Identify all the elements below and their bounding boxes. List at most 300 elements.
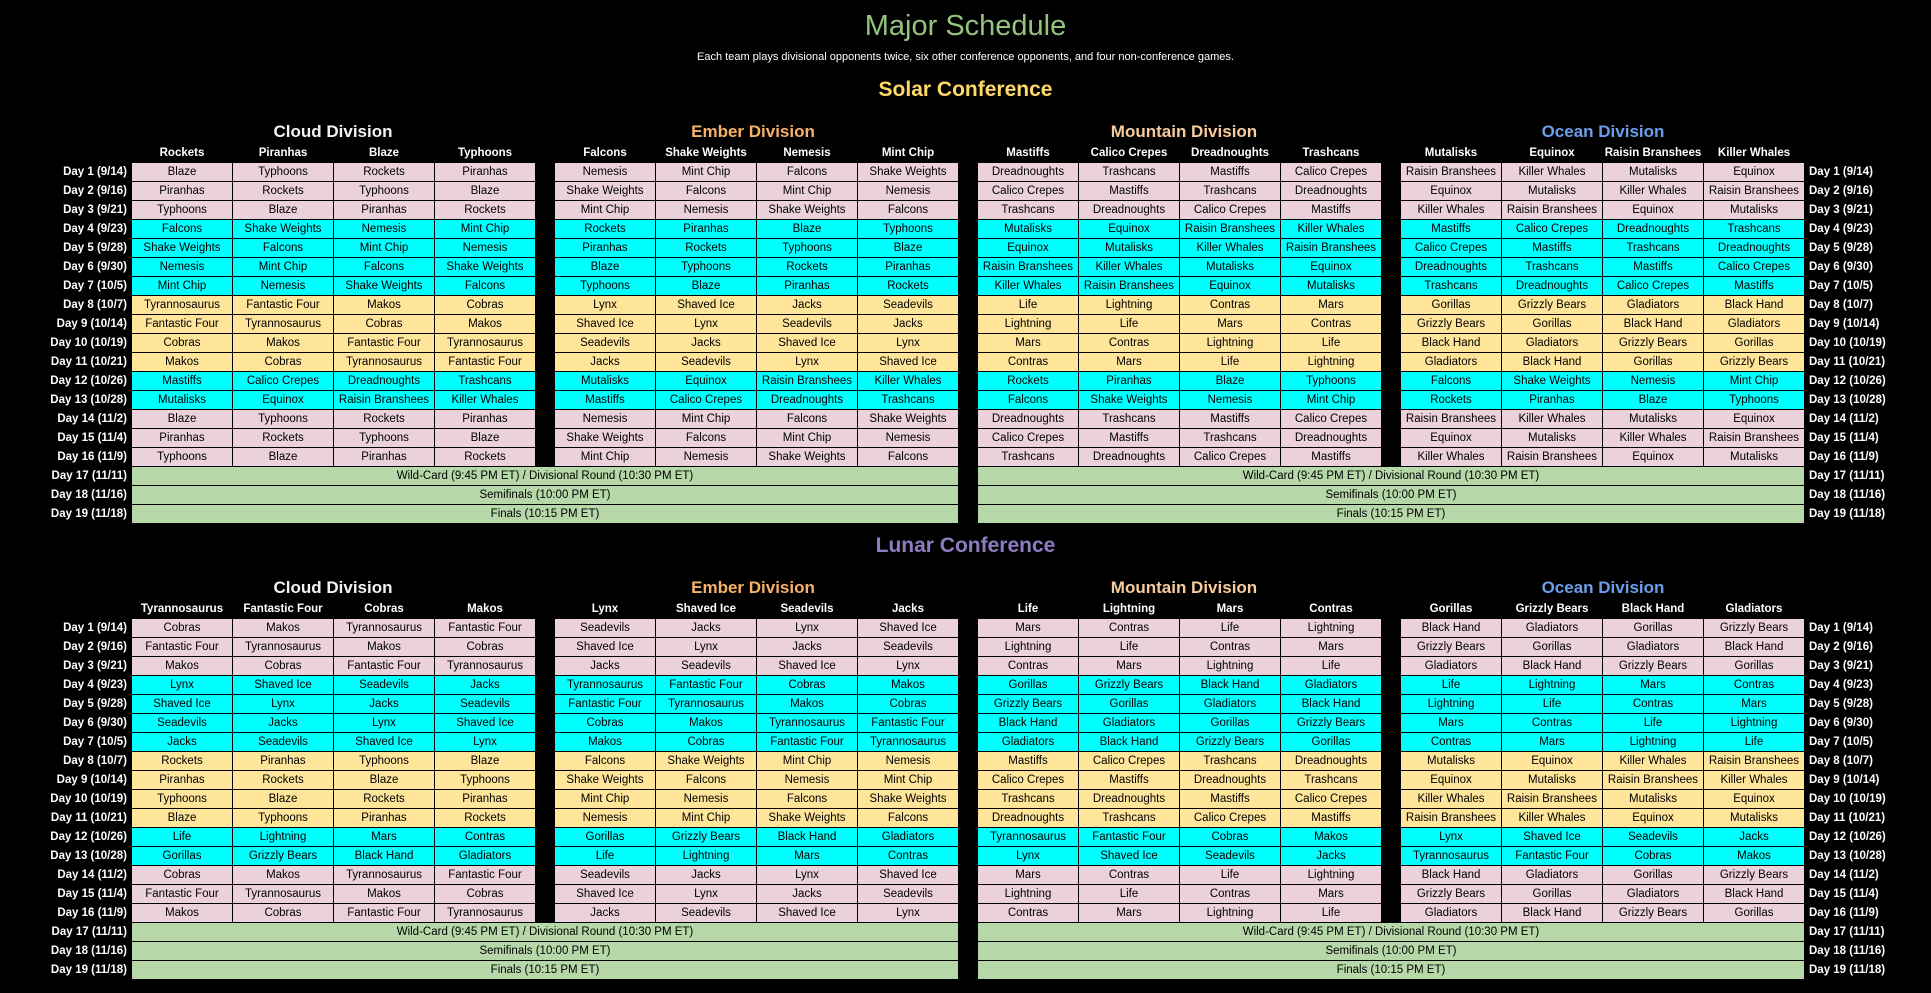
game-cell: Mastiffs [1281,201,1382,220]
day-label: Day 7 (10/5) [31,733,132,752]
game-cell: Black Hand [1502,353,1603,372]
spacer [1382,847,1401,866]
game-cell: Tyrannosaurus [233,885,334,904]
game-cell: Trashcans [435,372,536,391]
game-cell: Killer Whales [1401,201,1502,220]
game-cell: Blaze [555,258,656,277]
table-row [31,904,1906,923]
game-cell: Equinox [1704,410,1805,429]
game-cell: Lynx [233,695,334,714]
game-cell: Makos [132,657,233,676]
table-row [31,809,1906,828]
game-cell: Grizzly Bears [1603,657,1704,676]
game-cell: Shaved Ice [656,296,757,315]
game-cell: Jacks [757,885,858,904]
table-row [31,258,1906,277]
game-cell: Shaved Ice [555,315,656,334]
game-cell: Cobras [233,353,334,372]
game-cell: Killer Whales [1603,752,1704,771]
spacer [959,676,978,695]
game-cell: Mint Chip [757,752,858,771]
table-row [31,163,1906,182]
game-cell: Mars [1079,904,1180,923]
spacer [536,315,555,334]
game-cell: Lynx [555,296,656,315]
game-cell: Blaze [757,220,858,239]
game-cell: Mutalisks [1704,809,1805,828]
game-cell: Equinox [978,239,1079,258]
team-header: Contras [1281,600,1382,619]
game-cell: Blaze [656,277,757,296]
spacer [536,847,555,866]
game-cell: Blaze [334,771,435,790]
game-cell: Gorillas [1079,695,1180,714]
game-cell: Contras [1180,885,1281,904]
game-cell: Makos [132,904,233,923]
game-cell: Trashcans [1180,752,1281,771]
game-cell: Lightning [978,638,1079,657]
spacer [959,752,978,771]
game-cell: Black Hand [757,828,858,847]
game-cell: Life [1603,714,1704,733]
table-row [31,885,1906,904]
spacer [959,467,978,486]
team-header: Grizzly Bears [1502,600,1603,619]
team-header: Killer Whales [1704,144,1805,163]
day-label: Day 3 (9/21) [31,657,132,676]
game-cell: Typhoons [233,809,334,828]
game-cell: Falcons [132,220,233,239]
spacer [536,429,555,448]
game-cell: Dreadnoughts [1079,790,1180,809]
game-cell: Blaze [132,410,233,429]
legend-item: In Division [1806,84,1907,103]
day-label: Day 13 (10/28) [1805,391,1906,410]
spacer [1382,828,1401,847]
game-cell: Fantastic Four [656,676,757,695]
spacer [536,334,555,353]
game-cell: Makos [334,885,435,904]
game-cell: Black Hand [978,714,1079,733]
day-label: Day 5 (9/28) [31,695,132,714]
game-cell: Dreadnoughts [1603,220,1704,239]
team-header: Mars [1180,600,1281,619]
day-label: Day 5 (9/28) [1805,695,1906,714]
day-label: Day 18 (11/16) [31,942,132,961]
day-label: Day 17 (11/11) [31,923,132,942]
game-cell: Life [1079,315,1180,334]
game-cell: Fantastic Four [757,733,858,752]
game-cell: Calico Crepes [978,771,1079,790]
game-cell: Equinox [1180,277,1281,296]
spacer [1382,334,1401,353]
game-cell: Shaved Ice [1079,847,1180,866]
game-cell: Tyrannosaurus [334,353,435,372]
spacer [959,809,978,828]
game-cell: Trashcans [1603,239,1704,258]
table-row [31,220,1906,239]
game-cell: Trashcans [858,391,959,410]
game-cell: Gladiators [858,828,959,847]
game-cell: Shake Weights [858,410,959,429]
table-row [31,391,1906,410]
table-row [31,334,1906,353]
game-cell: Mars [1281,296,1382,315]
game-cell: Gorillas [555,828,656,847]
game-cell: Mint Chip [757,182,858,201]
game-cell: Shake Weights [757,809,858,828]
spacer [1382,790,1401,809]
game-cell: Falcons [757,790,858,809]
spacer [959,923,978,942]
game-cell: Tyrannosaurus [435,657,536,676]
game-cell: Killer Whales [978,277,1079,296]
game-cell: Killer Whales [1502,163,1603,182]
game-cell: Mint Chip [656,163,757,182]
game-cell: Makos [233,334,334,353]
division-name: Ocean Division [1541,578,1665,597]
game-cell: Fantastic Four [334,657,435,676]
game-cell: Fantastic Four [435,619,536,638]
game-cell: Gladiators [1603,885,1704,904]
game-cell: Dreadnoughts [1502,277,1603,296]
table-row [31,372,1906,391]
game-cell: Cobras [555,714,656,733]
game-cell: Tyrannosaurus [233,638,334,657]
day-label: Day 6 (9/30) [31,258,132,277]
game-cell: Piranhas [435,790,536,809]
game-cell: Lynx [858,657,959,676]
game-cell: Jacks [555,904,656,923]
game-cell: Shake Weights [858,790,959,809]
game-cell: Typhoons [1281,372,1382,391]
table-row [31,201,1906,220]
game-cell: Raisin Branshees [1401,809,1502,828]
game-cell: Lightning [233,828,334,847]
day-label: Day 16 (11/9) [1805,448,1906,467]
game-cell: Trashcans [1704,220,1805,239]
table-row [31,771,1906,790]
game-cell: Shaved Ice [858,619,959,638]
spacer [959,296,978,315]
game-cell: Piranhas [1079,372,1180,391]
spacer [959,277,978,296]
day-label: Day 9 (10/14) [1805,771,1906,790]
game-cell: Typhoons [435,771,536,790]
game-cell: Blaze [435,182,536,201]
game-cell: Mastiffs [1079,429,1180,448]
spacer [1382,258,1401,277]
game-cell: Shaved Ice [334,733,435,752]
game-cell: Gorillas [1180,714,1281,733]
game-cell: Trashcans [1079,163,1180,182]
game-cell: Rockets [435,448,536,467]
game-cell: Life [1281,657,1382,676]
game-cell: Contras [978,353,1079,372]
day-label: Day 11 (10/21) [1805,353,1906,372]
corner-cell [1805,144,1906,163]
day-label: Day 6 (9/30) [31,714,132,733]
team-header: Shake Weights [656,144,757,163]
game-cell: Mutalisks [555,372,656,391]
game-cell: Piranhas [1502,391,1603,410]
day-label: Day 15 (11/4) [1805,429,1906,448]
spacer [1382,353,1401,372]
game-cell: Nemesis [1603,372,1704,391]
game-cell: Falcons [656,182,757,201]
game-cell: Cobras [233,657,334,676]
team-header: Lynx [555,600,656,619]
game-cell: Tyrannosaurus [435,334,536,353]
game-cell: Mutalisks [1502,429,1603,448]
game-cell: Blaze [435,752,536,771]
day-label: Day 12 (10/26) [1805,828,1906,847]
game-cell: Dreadnoughts [978,410,1079,429]
spacer [536,391,555,410]
spacer [1382,448,1401,467]
spacer [959,429,978,448]
game-cell: Lightning [656,847,757,866]
game-cell: Equinox [1603,448,1704,467]
game-cell: Raisin Branshees [1603,771,1704,790]
game-cell: Mutalisks [1502,771,1603,790]
spacer [959,828,978,847]
spacer [959,201,978,220]
game-cell: Jacks [132,733,233,752]
game-cell: Contras [1079,866,1180,885]
game-cell: Grizzly Bears [1502,296,1603,315]
game-cell: Trashcans [1180,182,1281,201]
game-cell: Mint Chip [858,771,959,790]
game-cell: Tyrannosaurus [757,714,858,733]
game-cell: Typhoons [132,201,233,220]
game-cell: Calico Crepes [978,182,1079,201]
game-cell: Jacks [1704,828,1805,847]
team-header: Falcons [555,144,656,163]
game-cell: Equinox [1401,429,1502,448]
game-cell: Raisin Branshees [1502,448,1603,467]
game-cell: Shake Weights [132,239,233,258]
division-name: Cloud Division [273,578,393,597]
game-cell: Calico Crepes [1180,809,1281,828]
game-cell: Mint Chip [555,790,656,809]
team-header: Rockets [132,144,233,163]
game-cell: Cobras [858,695,959,714]
game-cell: Mars [757,847,858,866]
spacer [959,410,978,429]
game-cell: Killer Whales [1180,239,1281,258]
spacer [959,942,978,961]
game-cell: Grizzly Bears [1401,638,1502,657]
spacer [1382,619,1401,638]
game-cell: Jacks [435,676,536,695]
game-cell: Dreadnoughts [978,163,1079,182]
day-label: Day 3 (9/21) [1805,201,1906,220]
spacer [536,695,555,714]
game-cell: Black Hand [1704,296,1805,315]
game-cell: Calico Crepes [1281,163,1382,182]
spacer [959,353,978,372]
game-cell: Calico Crepes [1180,448,1281,467]
spacer [536,296,555,315]
game-cell: Life [1502,695,1603,714]
game-cell: Blaze [435,429,536,448]
team-header: Cobras [334,600,435,619]
game-cell: Dreadnoughts [757,391,858,410]
game-cell: Rockets [656,239,757,258]
spacer [1382,201,1401,220]
game-cell: Blaze [233,201,334,220]
spacer [1382,163,1401,182]
game-cell: Black Hand [1180,676,1281,695]
playoff-row [31,961,1906,980]
game-cell: Gorillas [1401,296,1502,315]
playoff-cell: Semifinals (10:00 PM ET) [132,942,959,961]
game-cell: Lynx [757,619,858,638]
game-cell: Fantastic Four [132,638,233,657]
game-cell: Black Hand [1401,619,1502,638]
spacer [1382,866,1401,885]
game-cell: Gladiators [1603,296,1704,315]
game-cell: Dreadnoughts [1704,239,1805,258]
playoff-cell: Finals (10:15 PM ET) [978,961,1805,980]
day-label: Day 4 (9/23) [31,676,132,695]
game-cell: Gladiators [1401,353,1502,372]
game-cell: Trashcans [1079,809,1180,828]
game-cell: Shaved Ice [757,904,858,923]
game-cell: Mutalisks [1603,410,1704,429]
game-cell: Trashcans [1502,258,1603,277]
day-label: Day 11 (10/21) [31,353,132,372]
spacer [1382,638,1401,657]
day-label: Day 15 (11/4) [31,429,132,448]
game-cell: Contras [435,828,536,847]
game-cell: Calico Crepes [978,429,1079,448]
game-cell: Equinox [1281,258,1382,277]
game-cell: Grizzly Bears [656,828,757,847]
day-label: Day 16 (11/9) [31,448,132,467]
spacer [536,828,555,847]
game-cell: Nemesis [656,448,757,467]
game-cell: Typhoons [757,239,858,258]
team-header: Tyrannosaurus [132,600,233,619]
game-cell: Black Hand [1603,315,1704,334]
game-cell: Gorillas [1704,334,1805,353]
day-label: Day 9 (10/14) [31,315,132,334]
day-label: Day 2 (9/16) [1805,638,1906,657]
game-cell: Seadevils [656,904,757,923]
day-label: Day 1 (9/14) [31,619,132,638]
spacer [536,885,555,904]
game-cell: Mars [1603,676,1704,695]
day-label: Day 2 (9/16) [1805,182,1906,201]
game-cell: Mastiffs [1180,410,1281,429]
game-cell: Black Hand [1401,334,1502,353]
game-cell: Grizzly Bears [1603,334,1704,353]
game-cell: Lynx [656,638,757,657]
game-cell: Piranhas [334,809,435,828]
table-row [31,296,1906,315]
game-cell: Lightning [1281,866,1382,885]
game-cell: Makos [555,733,656,752]
game-cell: Mint Chip [132,277,233,296]
game-cell: Seadevils [757,315,858,334]
day-label: Day 5 (9/28) [31,239,132,258]
game-cell: Lynx [132,676,233,695]
game-cell: Lightning [1281,353,1382,372]
game-cell: Falcons [858,201,959,220]
game-cell: Life [1704,733,1805,752]
schedule-table [30,143,1906,524]
game-cell: Gladiators [1603,638,1704,657]
game-cell: Nemesis [858,182,959,201]
game-cell: Cobras [334,315,435,334]
game-cell: Typhoons [233,163,334,182]
conference-title: Solar Conference [878,78,1053,101]
game-cell: Piranhas [334,448,435,467]
game-cell: Mint Chip [1281,391,1382,410]
game-cell: Tyrannosaurus [132,296,233,315]
game-cell: Typhoons [1704,391,1805,410]
game-cell: Mars [978,866,1079,885]
game-cell: Gladiators [1502,619,1603,638]
game-cell: Contras [978,904,1079,923]
game-cell: Calico Crepes [1401,239,1502,258]
game-cell: Mars [1079,657,1180,676]
spacer [959,771,978,790]
game-cell: Piranhas [132,771,233,790]
game-cell: Shake Weights [1079,391,1180,410]
game-cell: Shake Weights [233,220,334,239]
spacer [536,714,555,733]
game-cell: Black Hand [1502,657,1603,676]
game-cell: Jacks [1281,847,1382,866]
game-cell: Killer Whales [1281,220,1382,239]
table-row [31,315,1906,334]
game-cell: Nemesis [435,239,536,258]
game-cell: Raisin Branshees [1502,201,1603,220]
spacer [1382,239,1401,258]
game-cell: Contras [1079,334,1180,353]
day-label: Day 10 (10/19) [31,790,132,809]
game-cell: Mutalisks [1281,277,1382,296]
game-cell: Dreadnoughts [1079,201,1180,220]
game-cell: Piranhas [132,182,233,201]
playoff-cell: Wild-Card (9:45 PM ET) / Divisional Round (10:30 PM ET) [132,923,959,942]
game-cell: Shake Weights [757,201,858,220]
game-cell: Lightning [1502,676,1603,695]
game-cell: Nemesis [1180,391,1281,410]
team-header: Mastiffs [978,144,1079,163]
game-cell: Mastiffs [978,752,1079,771]
game-cell: Rockets [858,277,959,296]
game-cell: Calico Crepes [233,372,334,391]
game-cell: Seadevils [233,733,334,752]
day-label: Day 17 (11/11) [1805,467,1906,486]
game-cell: Cobras [435,296,536,315]
game-cell: Mutalisks [1603,163,1704,182]
game-cell: Typhoons [555,277,656,296]
game-cell: Piranhas [435,410,536,429]
game-cell: Nemesis [656,201,757,220]
game-cell: Mars [978,619,1079,638]
game-cell: Makos [1281,828,1382,847]
playoff-cell: Wild-Card (9:45 PM ET) / Divisional Round (10:30 PM ET) [978,467,1805,486]
team-header: Piranhas [233,144,334,163]
game-cell: Mars [978,334,1079,353]
game-cell: Equinox [1603,201,1704,220]
game-cell: Calico Crepes [1502,220,1603,239]
